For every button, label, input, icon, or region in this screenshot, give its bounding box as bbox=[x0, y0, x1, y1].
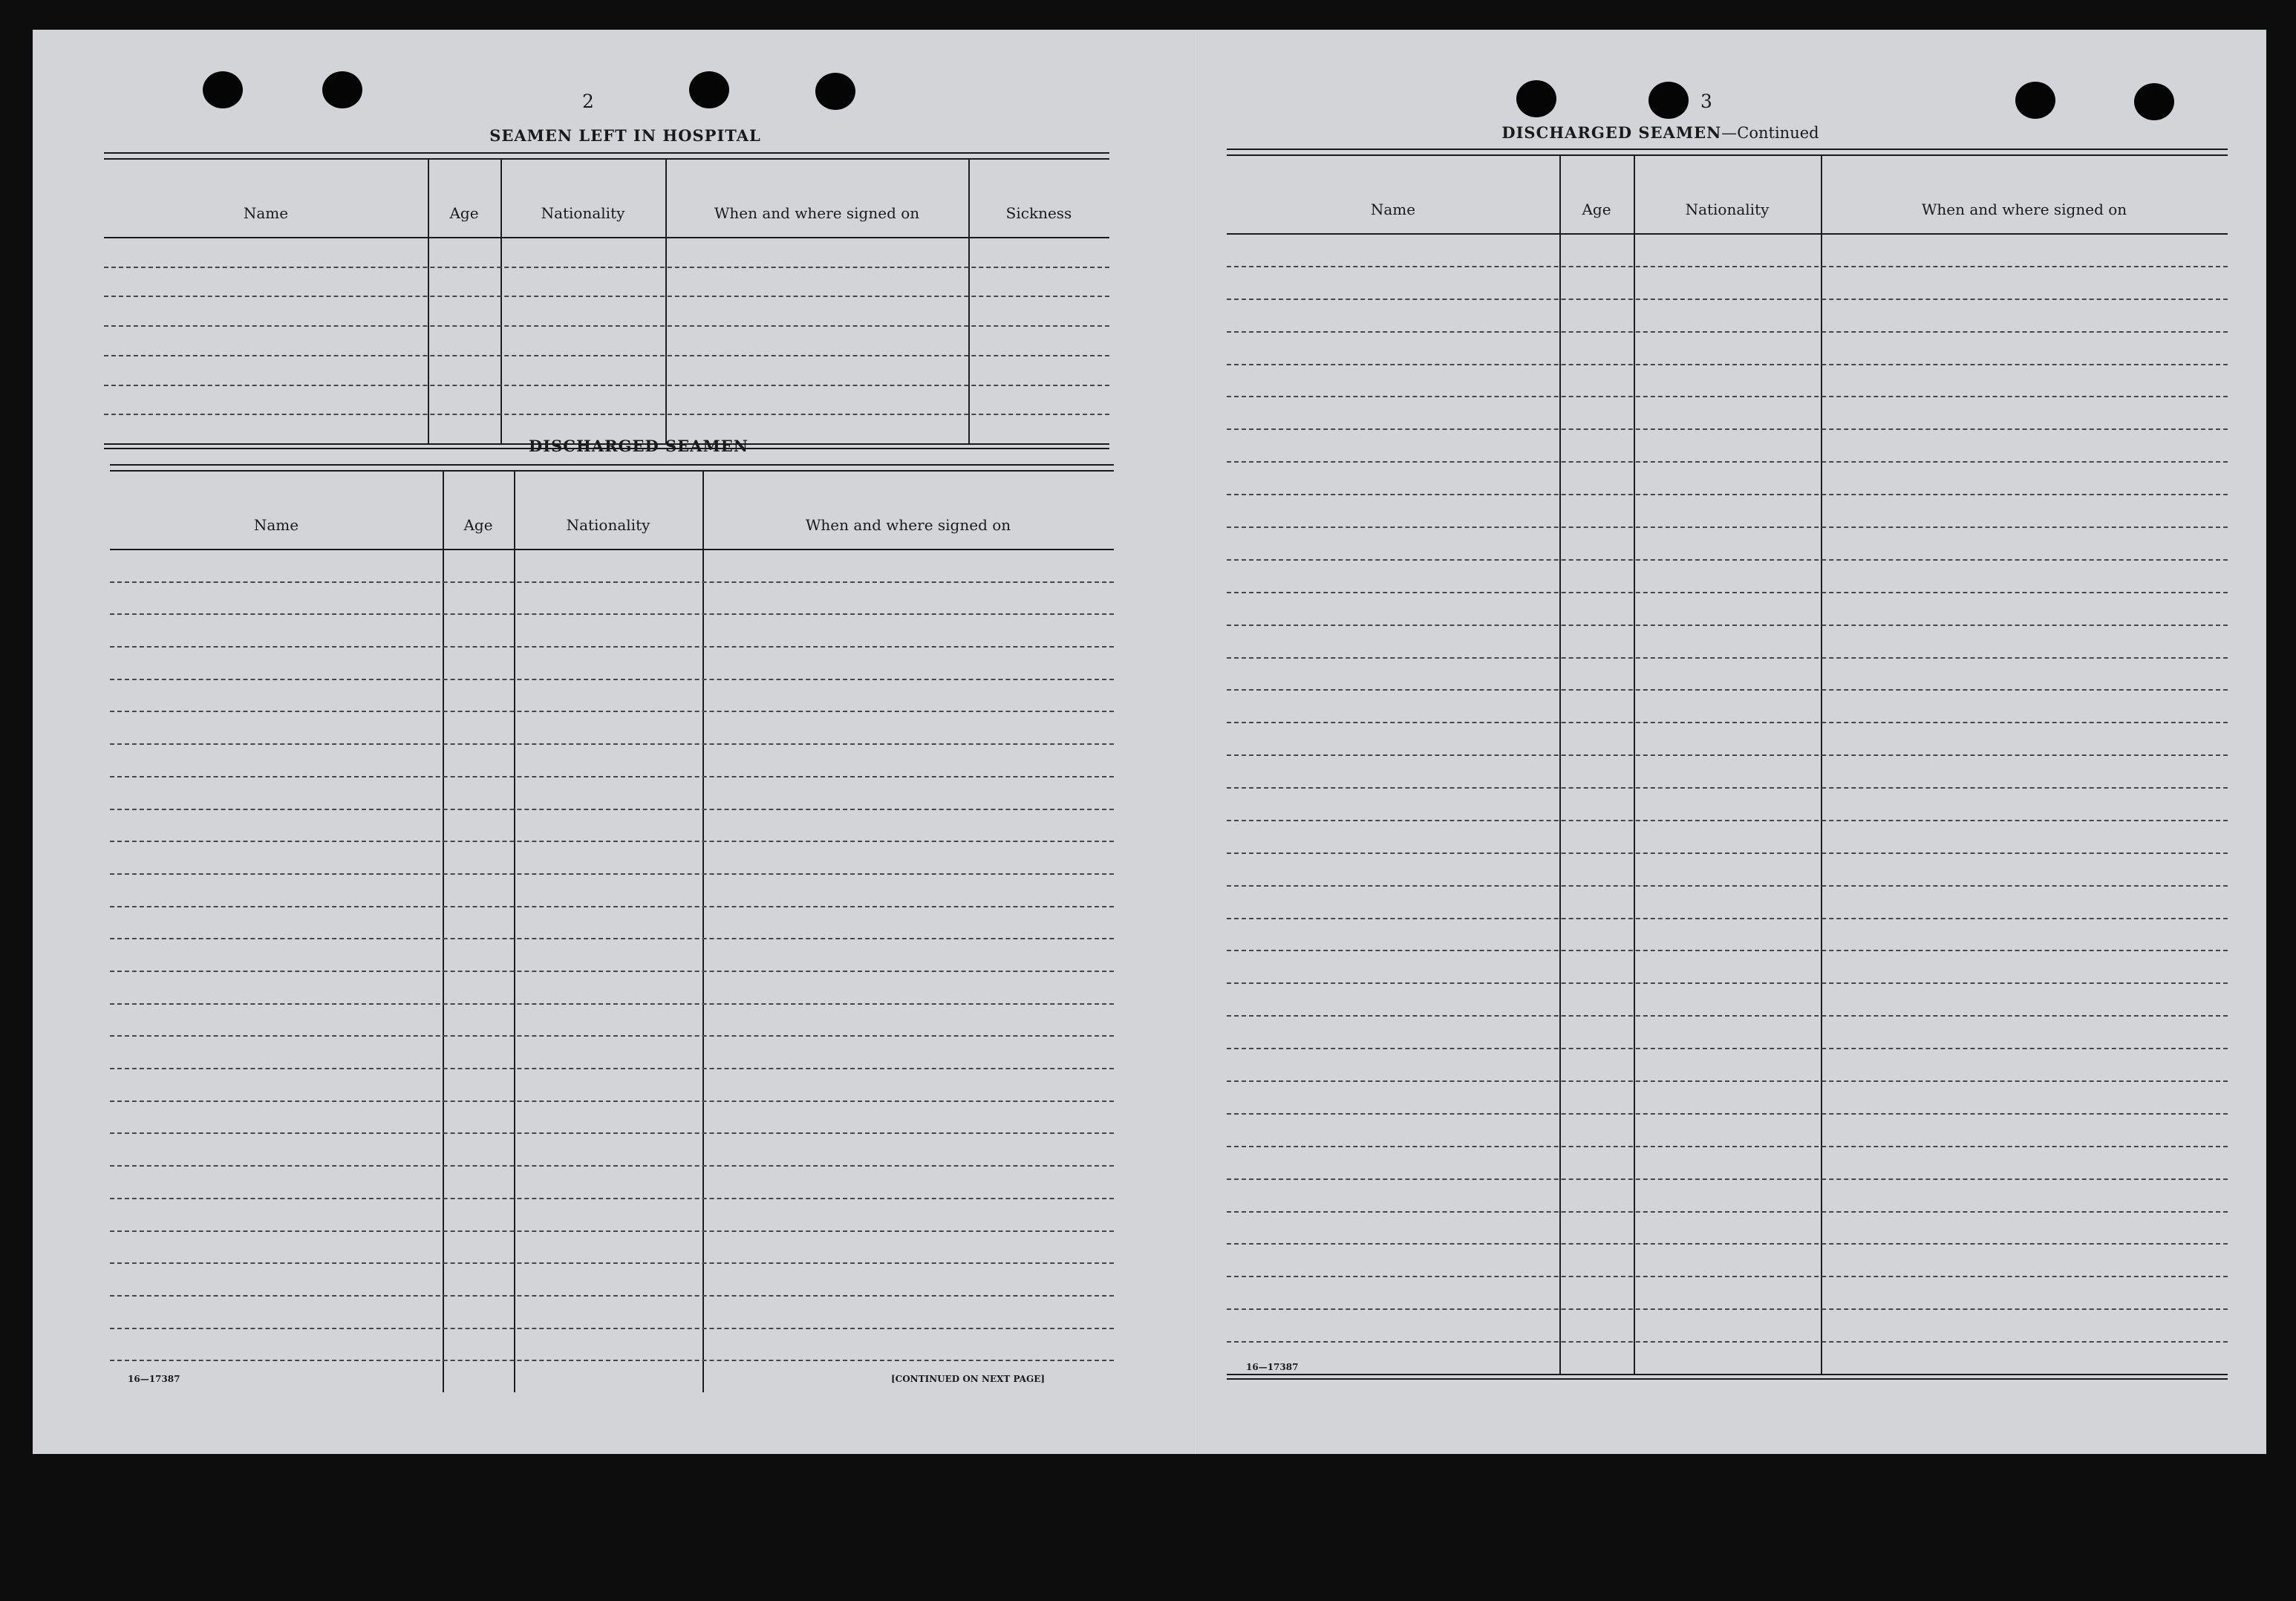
continued-note: [CONTINUED ON NEXT PAGE] bbox=[891, 1374, 1046, 1384]
column-divider bbox=[428, 160, 429, 443]
top-rule bbox=[110, 470, 1114, 472]
table-row bbox=[1227, 982, 2228, 984]
table-row bbox=[110, 841, 1114, 842]
section-title-discharged-continued bbox=[1467, 123, 1853, 142]
page-fold bbox=[1194, 30, 1196, 1454]
section-title-suffix: —Continued bbox=[1721, 124, 1819, 142]
punch-hole bbox=[1516, 80, 1556, 117]
table-row bbox=[1227, 722, 2228, 723]
column-header: Name bbox=[1370, 200, 1416, 218]
table-row bbox=[1227, 559, 2228, 561]
table-row bbox=[1227, 1146, 2228, 1147]
top-rule bbox=[1227, 154, 2228, 156]
top-rule bbox=[104, 158, 1109, 160]
table-row bbox=[110, 938, 1114, 939]
column-header: Sickness bbox=[1005, 204, 1072, 222]
table-row bbox=[1227, 1178, 2228, 1180]
hospital-table bbox=[104, 152, 1109, 449]
table-row bbox=[1227, 787, 2228, 789]
table-row bbox=[110, 1328, 1114, 1329]
table-row bbox=[110, 776, 1114, 777]
page-number: 2 bbox=[582, 91, 594, 112]
table-row bbox=[110, 1165, 1114, 1167]
table-row bbox=[110, 906, 1114, 907]
table-row bbox=[110, 1068, 1114, 1069]
table-row bbox=[104, 385, 1109, 386]
table-row bbox=[110, 1198, 1114, 1199]
table-row bbox=[110, 1003, 1114, 1005]
table-row bbox=[1227, 1308, 2228, 1310]
table-row bbox=[110, 646, 1114, 648]
column-divider bbox=[968, 160, 970, 443]
table-row bbox=[110, 1295, 1114, 1297]
column-header: When and where signed on bbox=[805, 516, 1011, 534]
table-row bbox=[104, 355, 1109, 356]
table-row bbox=[110, 971, 1114, 972]
section-title-text: DISCHARGED SEAMEN bbox=[1501, 123, 1722, 142]
table-row bbox=[1227, 1211, 2228, 1213]
table-row bbox=[1227, 494, 2228, 495]
form-number: 16—17387 bbox=[128, 1374, 180, 1384]
column-header: Nationality bbox=[566, 516, 650, 534]
table-row bbox=[110, 1035, 1114, 1037]
table-row bbox=[1227, 428, 2228, 430]
punch-hole bbox=[203, 71, 243, 108]
column-divider bbox=[702, 472, 704, 1392]
discharged-table bbox=[110, 464, 1114, 1400]
table-row bbox=[110, 1262, 1114, 1264]
table-row bbox=[1227, 592, 2228, 593]
document-spread bbox=[33, 30, 2266, 1454]
table-row bbox=[104, 267, 1109, 268]
column-header: Age bbox=[463, 516, 493, 534]
table-row bbox=[1227, 852, 2228, 854]
table-row bbox=[1227, 918, 2228, 919]
bottom-rule bbox=[1227, 1378, 2228, 1380]
table-row bbox=[110, 1230, 1114, 1232]
table-row bbox=[1227, 1113, 2228, 1115]
column-divider bbox=[1634, 156, 1635, 1374]
column-header: Age bbox=[1582, 200, 1611, 218]
table-row bbox=[1227, 1341, 2228, 1343]
discharged-continued-table bbox=[1227, 149, 2228, 1381]
table-row bbox=[1227, 820, 2228, 821]
column-header: When and where signed on bbox=[714, 204, 920, 222]
table-row bbox=[110, 1360, 1114, 1361]
table-row bbox=[1227, 396, 2228, 397]
section-title-hospital: SEAMEN LEFT IN HOSPITAL bbox=[489, 126, 761, 145]
column-header: Age bbox=[449, 204, 479, 222]
column-divider bbox=[443, 472, 444, 1392]
bottom-rule bbox=[1227, 1374, 2228, 1375]
table-row bbox=[110, 711, 1114, 712]
table-row bbox=[1227, 625, 2228, 626]
table-row bbox=[104, 296, 1109, 297]
column-divider bbox=[514, 472, 515, 1392]
table-row bbox=[110, 581, 1114, 583]
table-row bbox=[110, 743, 1114, 745]
punch-hole bbox=[815, 73, 855, 110]
table-row bbox=[1227, 1243, 2228, 1245]
table-row bbox=[1227, 1015, 2228, 1017]
table-row bbox=[110, 613, 1114, 615]
table-row bbox=[1227, 1048, 2228, 1049]
section-title-discharged: DISCHARGED SEAMEN bbox=[529, 437, 749, 455]
top-rule bbox=[1227, 149, 2228, 150]
table-row bbox=[1227, 689, 2228, 691]
table-row bbox=[1227, 266, 2228, 267]
punch-hole bbox=[2134, 83, 2174, 120]
table-row bbox=[1227, 754, 2228, 756]
column-divider bbox=[665, 160, 667, 443]
table-row bbox=[104, 414, 1109, 415]
table-row bbox=[1227, 950, 2228, 951]
column-header: Name bbox=[253, 516, 299, 534]
column-header: Nationality bbox=[541, 204, 625, 222]
table-row bbox=[110, 679, 1114, 680]
punch-hole bbox=[322, 71, 362, 108]
table-row bbox=[1227, 657, 2228, 659]
punch-hole bbox=[689, 71, 729, 108]
table-row bbox=[1227, 1276, 2228, 1277]
table-row bbox=[110, 1132, 1114, 1134]
column-divider bbox=[1821, 156, 1822, 1374]
table-row bbox=[1227, 331, 2228, 333]
header-rule bbox=[104, 237, 1109, 238]
column-divider bbox=[1559, 156, 1561, 1374]
top-rule bbox=[104, 152, 1109, 154]
table-row bbox=[110, 1101, 1114, 1102]
punch-hole bbox=[1648, 82, 1689, 119]
table-row bbox=[110, 873, 1114, 875]
column-divider bbox=[500, 160, 502, 443]
column-header: Nationality bbox=[1685, 200, 1770, 218]
table-row bbox=[1227, 364, 2228, 365]
table-row bbox=[1227, 526, 2228, 528]
header-rule bbox=[1227, 233, 2228, 235]
column-header: When and where signed on bbox=[1921, 200, 2127, 218]
punch-hole bbox=[2015, 82, 2055, 119]
table-row bbox=[1227, 885, 2228, 887]
table-row bbox=[1227, 1080, 2228, 1082]
form-number: 16—17387 bbox=[1246, 1362, 1299, 1372]
page-number: 3 bbox=[1700, 91, 1712, 112]
table-row bbox=[110, 809, 1114, 810]
header-rule bbox=[110, 549, 1114, 550]
table-row bbox=[1227, 299, 2228, 300]
column-header: Name bbox=[243, 204, 289, 222]
top-rule bbox=[110, 464, 1114, 466]
table-row bbox=[104, 325, 1109, 327]
table-row bbox=[1227, 461, 2228, 463]
